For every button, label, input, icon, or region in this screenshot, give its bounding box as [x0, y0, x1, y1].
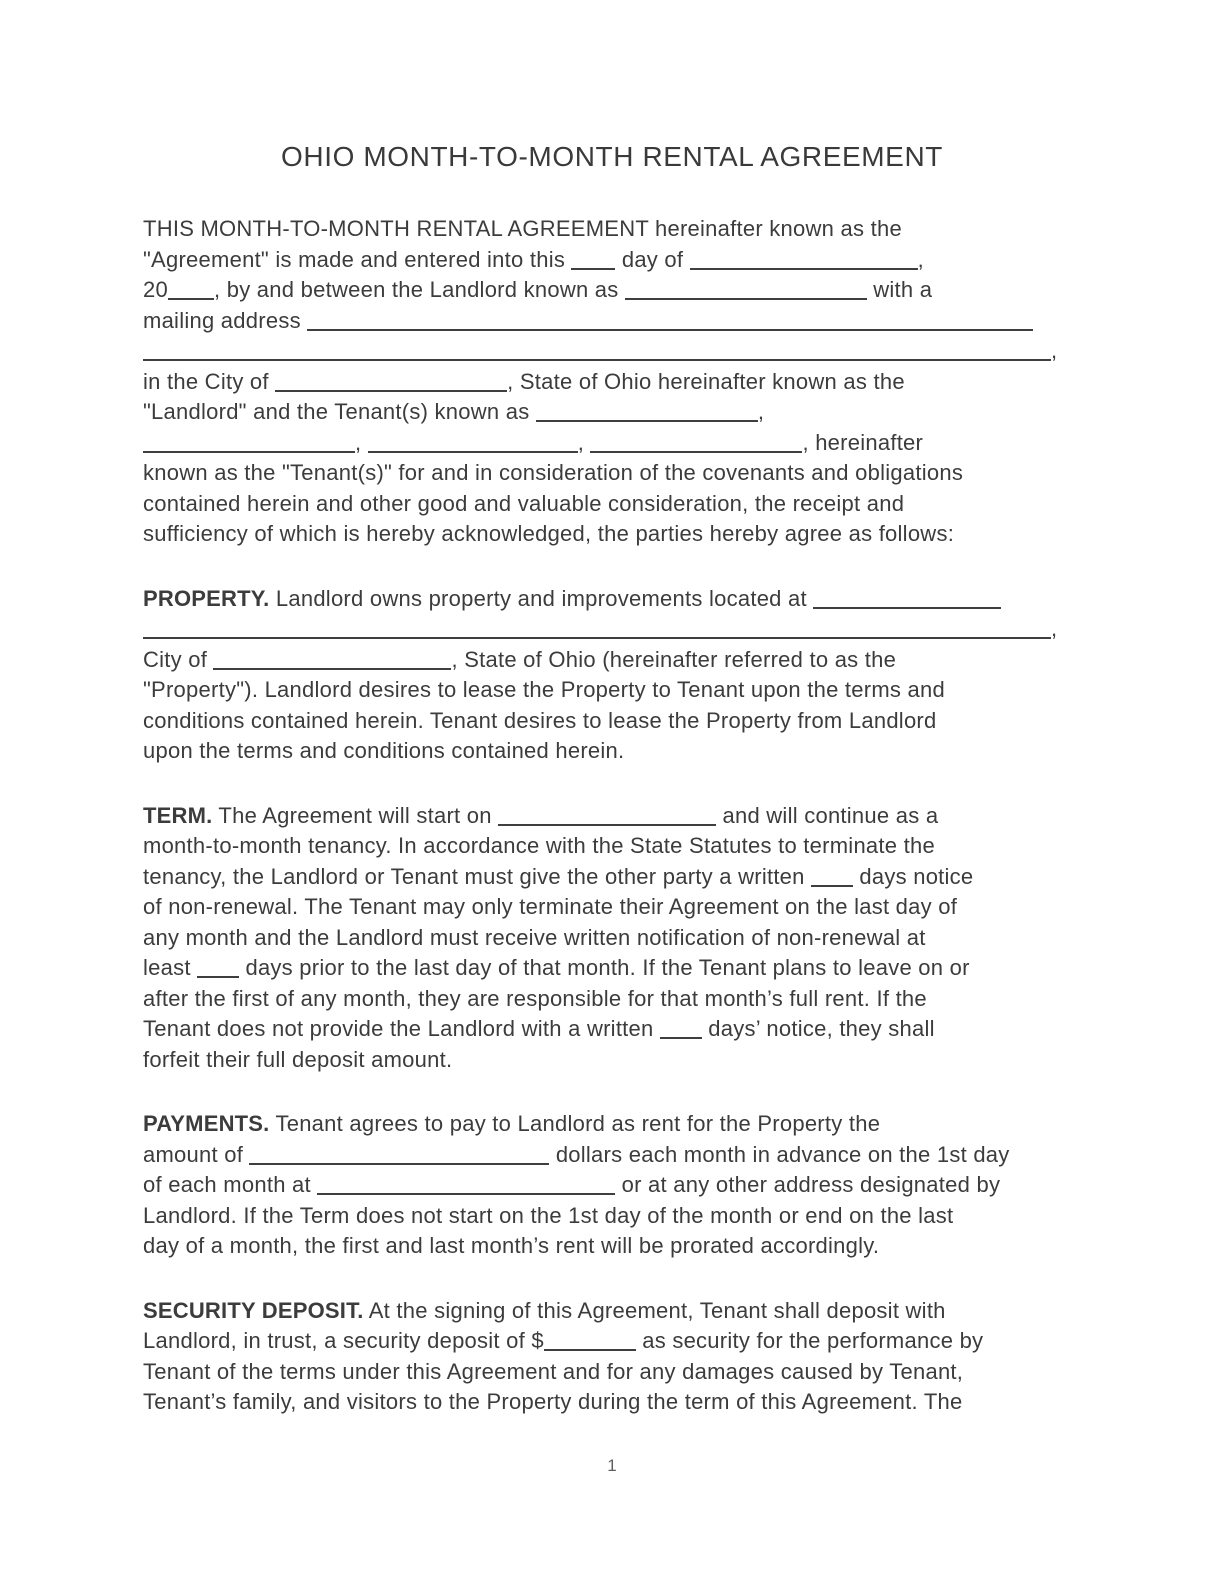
- text-run: sufficiency of which is hereby acknowledged, the parties hereby agree as follows:: [143, 521, 955, 546]
- blank-field: [368, 450, 578, 453]
- blank-field: [275, 389, 507, 392]
- text-run: days’ notice, they shall: [701, 1016, 935, 1041]
- text-run: known as the "Tenant(s)" for and in consideration of the covenants and obligations: [143, 460, 964, 485]
- text-run: Landlord, in trust, a security deposit of $: [143, 1328, 544, 1353]
- blank-field: [143, 358, 1051, 361]
- text-line: [143, 336, 1094, 367]
- text-line: [143, 1387, 1094, 1418]
- text-line: [143, 736, 1094, 767]
- blank-field: [590, 450, 802, 453]
- text-line: [143, 245, 1094, 276]
- page-number: 1: [607, 1456, 617, 1475]
- text-run: , State of Ohio (hereinafter referred to as the: [451, 646, 897, 672]
- text-run: , State of Ohio hereinafter known as the: [507, 368, 905, 394]
- text-line: [143, 1014, 1094, 1045]
- paragraph-intro: [143, 214, 1094, 550]
- text-run: conditions contained herein. Tenant desires to lease the Property from Landlord: [143, 707, 937, 733]
- text-line: [143, 862, 1094, 893]
- text-run: day of a month, the first and last month’s rent will be prorated accordingly.: [143, 1233, 880, 1258]
- text-run: mailing address: [143, 307, 308, 333]
- text-line: [143, 397, 1094, 428]
- text-run: tenancy, the Landlord or Tenant must give the other party a written: [143, 863, 812, 889]
- text-line: [143, 953, 1094, 984]
- document-title: OHIO MONTH-TO-MONTH RENTAL AGREEMENT: [281, 141, 943, 172]
- text-run: or at any other address designated by: [615, 1172, 1001, 1197]
- text-line: [143, 706, 1094, 737]
- text-run: ,: [1051, 616, 1058, 641]
- text-line: [143, 584, 1094, 615]
- text-run: of each month at: [143, 1172, 318, 1197]
- blank-field: [168, 297, 214, 300]
- text-line: [143, 984, 1094, 1015]
- text-line: [143, 892, 1094, 923]
- text-run: least: [143, 955, 198, 980]
- blank-field: [498, 823, 716, 826]
- paragraph-security-deposit: [143, 1296, 1094, 1418]
- text-line: [143, 1170, 1094, 1201]
- section-heading: SECURITY DEPOSIT.: [143, 1297, 364, 1323]
- text-run: ,: [917, 246, 924, 272]
- text-line: [143, 306, 1094, 337]
- text-run: "Property"). Landlord desires to lease the Property to Tenant upon the terms and: [143, 677, 945, 702]
- text-run: Tenant of the terms under this Agreement and for any damages caused by Tenant,: [143, 1358, 964, 1384]
- text-run: contained herein and other good and valuable consideration, the receipt and: [143, 490, 905, 516]
- blank-field: [143, 636, 1051, 639]
- blank-field: [571, 267, 615, 270]
- blank-field: [625, 297, 867, 300]
- text-run: in the City of: [143, 368, 276, 394]
- text-line: [143, 1140, 1094, 1171]
- text-line: [143, 1109, 1094, 1140]
- paragraph-property: [143, 584, 1094, 767]
- text-run: after the first of any month, they are responsible for that month’s full rent. If the: [143, 985, 927, 1011]
- text-run: as security for the performance by: [635, 1328, 984, 1353]
- text-line: [143, 367, 1094, 398]
- blank-field: [544, 1348, 636, 1351]
- text-run: any month and the Landlord must receive written notification of non-renewal at: [143, 924, 926, 950]
- document-body: [0, 174, 1224, 1418]
- text-run: ,: [577, 429, 591, 455]
- text-run: , hereinafter: [802, 429, 924, 455]
- text-run: of non-renewal. The Tenant may only terminate their Agreement on the last day of: [143, 894, 958, 919]
- blank-field: [690, 267, 918, 270]
- text-line: [143, 645, 1094, 676]
- text-line: [143, 675, 1094, 706]
- blank-field: [213, 667, 451, 670]
- text-run: "Landlord" and the Tenant(s) known as: [143, 399, 536, 424]
- text-run: , by and between the Landlord known as: [213, 277, 625, 302]
- blank-field: [536, 419, 758, 422]
- text-run: Tenant agrees to pay to Landlord as rent for the Property the: [269, 1111, 881, 1136]
- text-line: [143, 428, 1094, 459]
- text-line: [143, 1201, 1094, 1232]
- text-run: forfeit their full deposit amount.: [143, 1046, 453, 1072]
- text-run: amount of: [143, 1141, 250, 1167]
- text-run: City of: [143, 646, 214, 672]
- text-run: 20: [143, 277, 168, 302]
- blank-field: [317, 1192, 615, 1195]
- section-heading: TERM.: [143, 802, 213, 828]
- blank-field: [660, 1036, 702, 1039]
- text-line: [143, 275, 1094, 306]
- blank-field: [811, 884, 853, 887]
- text-run: month-to-month tenancy. In accordance with the State Statutes to terminate the: [143, 833, 935, 858]
- text-line: [143, 1045, 1094, 1076]
- text-run: ,: [757, 399, 765, 424]
- blank-field: [143, 450, 355, 453]
- text-run: At the signing of this Agreement, Tenant shall deposit with: [363, 1297, 946, 1323]
- text-run: Tenant does not provide the Landlord with a written: [143, 1016, 660, 1041]
- text-line: [143, 1296, 1094, 1327]
- blank-field: [813, 606, 1001, 609]
- text-run: ,: [355, 429, 368, 455]
- text-line: [143, 489, 1094, 520]
- text-run: and will continue as a: [716, 802, 939, 828]
- text-line: [143, 1231, 1094, 1262]
- text-run: days notice: [853, 863, 974, 889]
- text-run: Tenant’s family, and visitors to the Property during the term of this Agreement. The: [143, 1389, 963, 1414]
- text-run: "Agreement" is made and entered into this: [143, 246, 572, 272]
- text-run: ,: [1051, 338, 1058, 363]
- text-run: day of: [615, 246, 690, 272]
- text-run: THIS MONTH-TO-MONTH RENTAL AGREEMENT hereinafter known as the: [143, 216, 902, 241]
- text-run: Landlord owns property and improvements located at: [269, 585, 814, 611]
- text-run: dollars each month in advance on the 1st day: [549, 1141, 1010, 1167]
- text-run: days prior to the last day of that month. If the Tenant plans to leave on or: [239, 955, 970, 980]
- text-run: upon the terms and conditions contained herein.: [143, 738, 625, 763]
- text-line: [143, 923, 1094, 954]
- text-line: [143, 831, 1094, 862]
- text-run: The Agreement will start on: [212, 802, 499, 828]
- text-line: [143, 801, 1094, 832]
- text-line: [143, 214, 1094, 245]
- blank-field: [249, 1162, 549, 1165]
- blank-field: [307, 328, 1033, 331]
- text-line: [143, 458, 1094, 489]
- blank-field: [197, 975, 239, 978]
- text-run: Landlord. If the Term does not start on the 1st day of the month or end on the last: [143, 1202, 954, 1228]
- paragraph-payments: [143, 1109, 1094, 1262]
- section-heading: PAYMENTS.: [143, 1111, 270, 1136]
- text-line: [143, 1357, 1094, 1388]
- section-heading: PROPERTY.: [143, 585, 270, 611]
- text-run: with a: [866, 277, 933, 302]
- text-line: [143, 519, 1094, 550]
- text-line: [143, 614, 1094, 645]
- paragraph-term: [143, 801, 1094, 1076]
- text-line: [143, 1326, 1094, 1357]
